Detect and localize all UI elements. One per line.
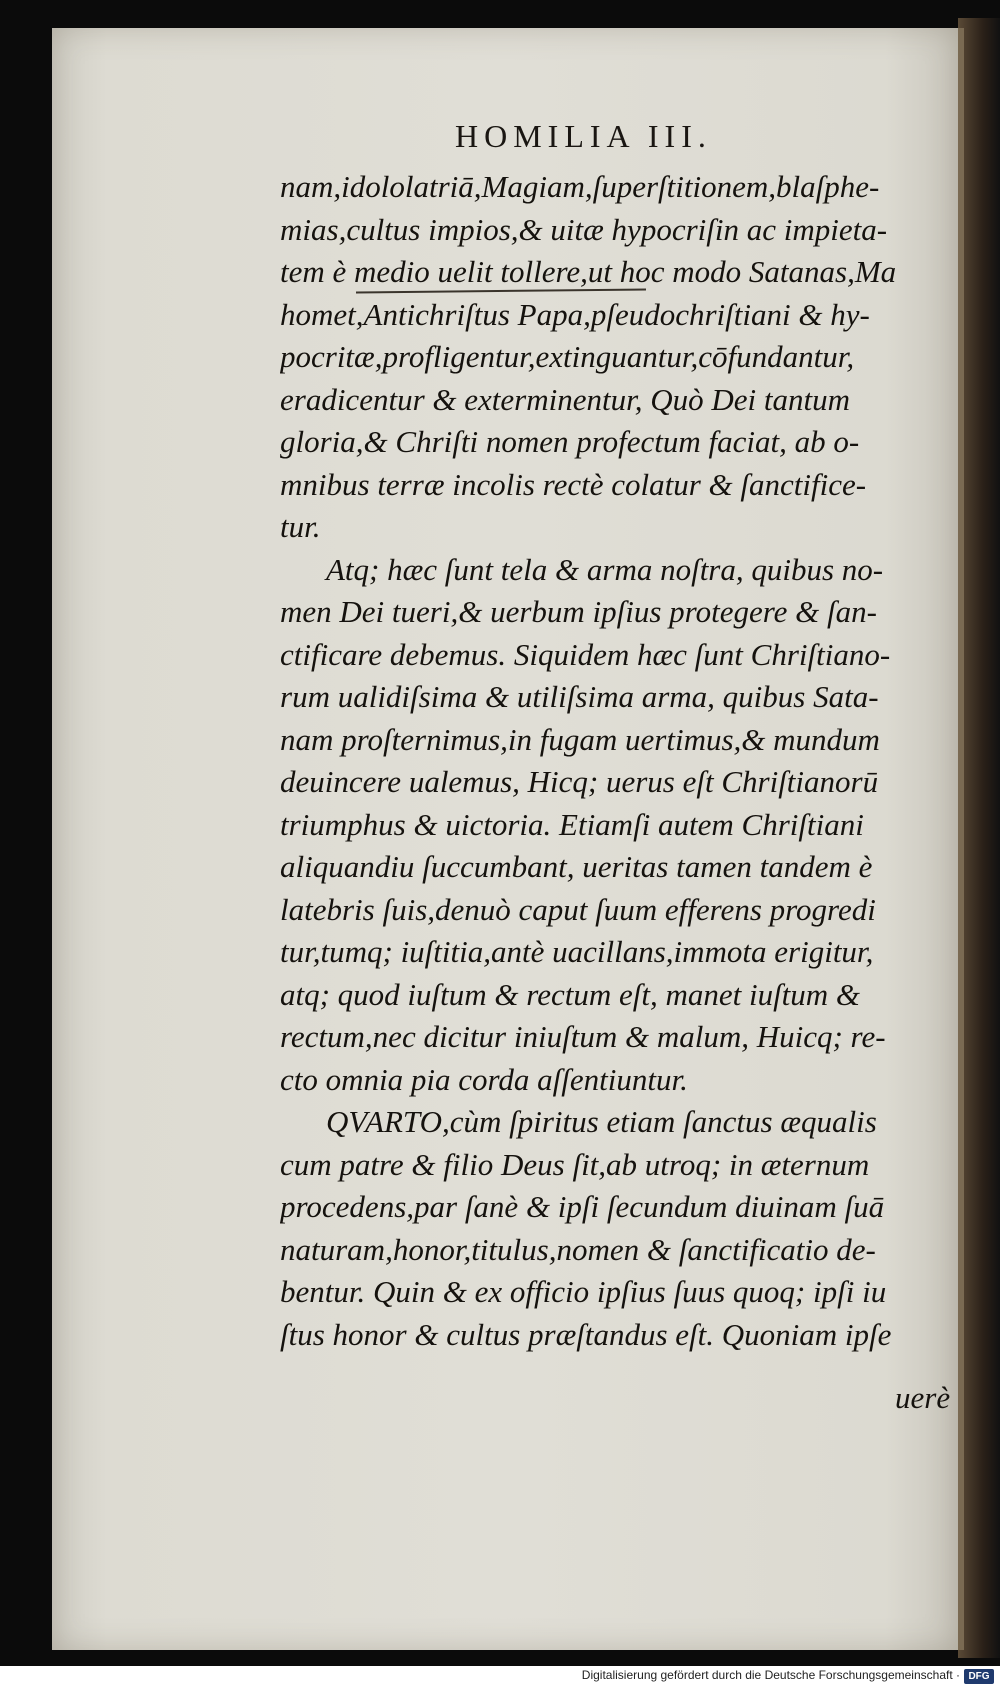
text-line: homet,Antichriſtus Papa,pſeudochriſtiani & hy- <box>280 296 870 332</box>
text-line: triumphus & uictoria. Etiamſi autem Chriſtiani <box>280 806 864 842</box>
book-edge <box>958 18 1000 1658</box>
digitization-credit: Digitalisierung gefördert durch die Deutsche Forschungsgemeinschaft · <box>581 1668 960 1682</box>
text-line: ſtus honor & cultus præſtandus eſt. Quoniam ipſe <box>280 1316 892 1352</box>
text-line: eradicentur & exterminentur, Quò Dei tantum <box>280 381 850 417</box>
text-line: mnibus terræ incolis rectè colatur & ſanctifice- <box>280 466 867 502</box>
body-text <box>280 166 960 1356</box>
running-head: HOMILIA III. <box>455 118 712 154</box>
text-line: naturam,honor,titulus,nomen & ſanctificatio de- <box>280 1231 876 1267</box>
dfg-logo: DFG <box>964 1669 994 1684</box>
catchword: uerè <box>895 1380 951 1415</box>
text-line: procedens,par ſanè & ipſi ſecundum diuinam ſuā <box>280 1189 885 1224</box>
text-line: atq; quod iuſtum & rectum eſt, manet iuſtum & <box>280 976 861 1012</box>
text-line: aliquandiu ſuccumbant, ueritas tamen tandem è <box>280 849 873 884</box>
text-line: nam,idololatriā,Magiam,ſuperſtitionem,blaſphe- <box>280 169 880 204</box>
text-line: latebris ſuis,denuò caput ſuum efferens progredi <box>280 891 876 927</box>
footer-bar <box>0 1666 1000 1688</box>
text-line: men Dei tueri,& uerbum ipſius protegere & ſan- <box>280 594 877 629</box>
text-line: ctificare debemus. Siquidem hæc ſunt Chriſtiano- <box>280 636 891 672</box>
text-line: cum patre & filio Deus ſit,ab utroq; in æternum <box>280 1146 870 1182</box>
text-line: QVARTO,cùm ſpiritus etiam ſanctus æqualis <box>326 1104 877 1139</box>
text-line: deuincere ualemus, Hicq; uerus eſt Chriſtianorū <box>280 764 879 799</box>
text-line: tem è medio uelit tollere,ut hoc modo Satanas,Ma <box>280 254 897 289</box>
text-line: nam proſternimus,in fugam uertimus,& mundum <box>280 721 880 757</box>
text-line: pocritæ,profligentur,extinguantur,cōfundantur, <box>280 339 855 374</box>
text-line: mias,cultus impios,& uitæ hypocriſin ac impieta- <box>280 211 888 247</box>
text-line: cto omnia pia corda aſſentiuntur. <box>280 1061 688 1097</box>
text-line: Atq; hæc ſunt tela & arma noſtra, quibus no- <box>326 551 884 587</box>
text-line: bentur. Quin & ex officio ipſius ſuus quoq; ipſi iu <box>280 1274 887 1309</box>
text-line: tur,tumq; iuſtitia,antè uacillans,immota erigitur, <box>280 934 874 969</box>
text-line: rum ualidiſsima & utiliſsima arma, quibus Sata- <box>280 679 879 714</box>
text-line: gloria,& Chriſti nomen profectum faciat, ab o- <box>280 424 860 459</box>
text-line: tur. <box>280 509 321 544</box>
text-line: rectum,nec dicitur iniuſtum & malum, Huicq; re- <box>280 1019 886 1054</box>
